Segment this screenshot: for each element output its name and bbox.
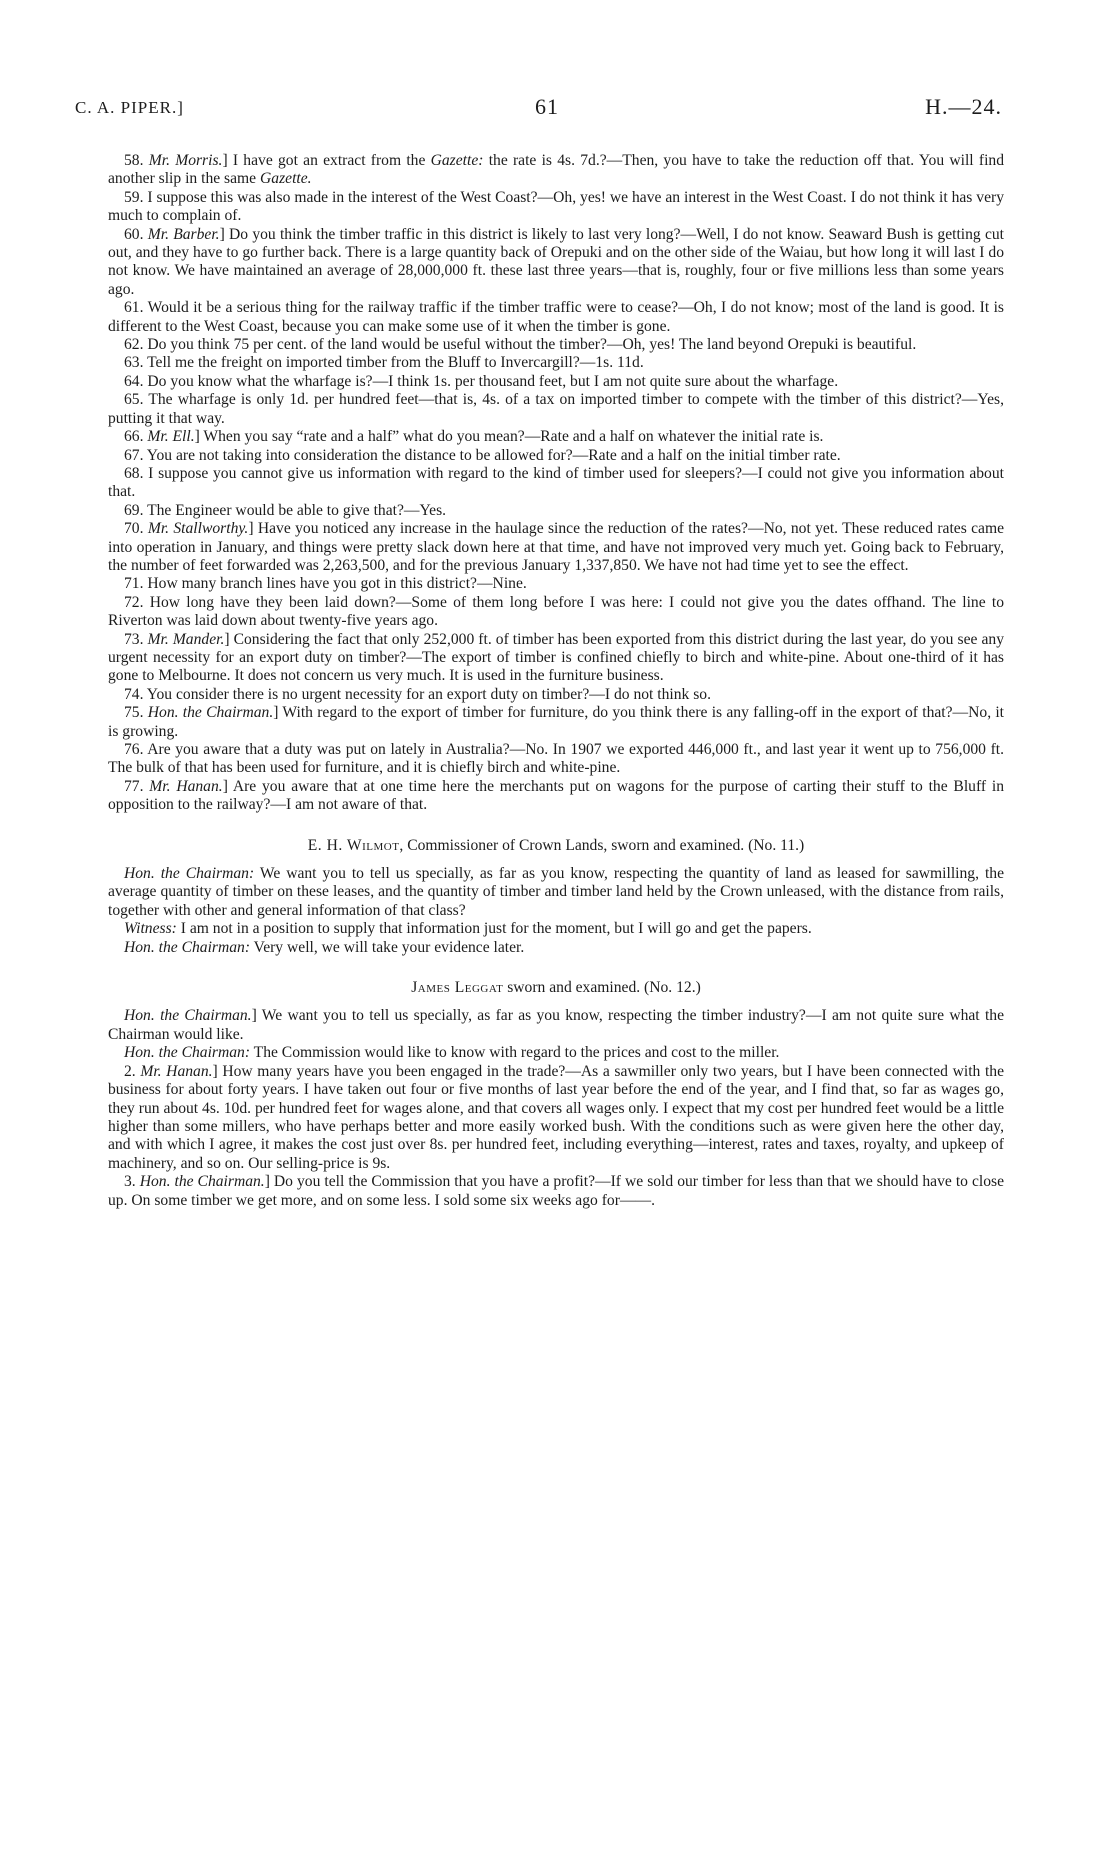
leggat-question-2: 2. Mr. Hanan.] How many years have you been engaged in the trade?—As a sawmiller only two years, but I have been connected with the business for about forty years. I have taken out four or five months of last year before the end of the year, and I find that, so far as wages go, they run about 4s. 10d. per hundred feet for wages alone, and that covers all wages only. I expect that my cost per hundred feet would be a little higher than some millers, who have perhaps better and more easily worked bush. With the conditions such as were given here the other day, and with which I agree, it makes the cost just over 8s. per hundred feet, including everything—interest, rates and taxes, royalty, and upkeep of machinery, and so on. Our selling-price is 9s.	[108, 1062, 1004, 1172]
question-67: 67. You are not taking into consideration the distance to be allowed for?—Rate and a half on the initial timber rate.	[124, 446, 841, 464]
document-body	[108, 152, 1004, 1210]
section-heading-wilmot: E. H. Wilmot, Commissioner of Crown Lands, sworn and examined. (No. 11.)	[307, 836, 805, 854]
question-76: 76. Are you aware that a duty was put on lately in Australia?—No. In 1907 we exported 446,000 ft., and last year it went up to 756,000 ft. The bulk of that has been used for furniture, and it is chiefly birch and white-pine.	[108, 741, 1004, 777]
leggat-chairman-statement: Hon. the Chairman: The Commission would like to know with regard to the prices and cost to the miller.	[124, 1044, 780, 1062]
wilmot-witness-answer: Witness: I am not in a position to supply that information just for the moment, but I will go and get the papers.	[124, 920, 812, 938]
header-witness-name: C. A. PIPER.]	[75, 98, 184, 117]
question-77: 77. Mr. Hanan.] Are you aware that at one time here the merchants put on wagons for the purpose of carting their stuff to the Bluff in opposition to the railway?—I am not aware of that.	[108, 777, 1004, 814]
question-59: 59. I suppose this was also made in the interest of the West Coast?—Oh, yes! we have an interest in the West Coast. I do not think it has very much to complain of.	[108, 188, 1004, 225]
document-code: H.—24.	[925, 94, 1002, 119]
question-71: 71. How many branch lines have you got in this district?—Nine.	[124, 575, 527, 593]
question-66: 66. Mr. Ell.] When you say “rate and a half” what do you mean?—Rate and a half on whatever the initial rate is.	[124, 428, 824, 446]
question-70: 70. Mr. Stallworthy.] Have you noticed any increase in the haulage since the reduction of the rates?—No, not yet. These reduced rates came into operation in January, and things were pretty slack down here at that time, and have not improved very much yet. Going back to February, the number of feet forwarded was 2,263,500, and for the previous January 1,337,850. We have not had time yet to see the effect.	[108, 520, 1005, 574]
question-69: 69. The Engineer would be able to give that?—Yes.	[124, 501, 447, 519]
question-73: 73. Mr. Mander.] Considering the fact that only 252,000 ft. of timber has been exported from this district during the last year, do you see any urgent necessity for an export duty on timber?—The export of timber is confined chiefly to birch and white-pine. About one-third of it has gone to Melbourne. It does not concern us very much. It is used in the furniture business.	[108, 630, 1004, 685]
wilmot-chairman-reply: Hon. the Chairman: Very well, we will take your evidence later.	[124, 938, 525, 956]
question-64: 64. Do you know what the wharfage is?—I think 1s. per thousand feet, but I am not quite sure about the wharfage.	[124, 372, 839, 390]
question-75: 75. Hon. the Chairman.] With regard to the export of timber for furniture, do you think there is any falling-off in the export of that?—No, it is growing.	[108, 704, 1005, 740]
question-68: 68. I suppose you cannot give us information with regard to the kind of timber used for sleepers?—I could not give you information about that.	[108, 464, 1004, 501]
question-61: 61. Would it be a serious thing for the railway traffic if the timber traffic were to cease?—Oh, I do not know; most of the land is good. It is different to the West Coast, because you can make some use of it when the timber is gone.	[108, 299, 1004, 335]
question-58: 58. Mr. Morris.] I have got an extract from the Gazette: the rate is 4s. 7d.?—Then, you have to take the reduction off that. You will find another slip in the same Gazette.	[108, 152, 1004, 188]
leggat-question-3: 3. Hon. the Chairman.] Do you tell the Commission that you have a profit?—If we sold our timber for less than that we should have to close up. On some timber we get more, and on some less. I sold some six weeks ago for——.	[108, 1173, 1005, 1209]
question-60: 60. Mr. Barber.] Do you think the timber traffic in this district is likely to last very long?—Well, I do not know. Seaward Bush is getting cut out, and they have to go further back. There is a large quantity back of Orepuki and on the other side of the Waiau, but how long it will last I do not know. We have maintained an average of 28,000,000 ft. these last three years—that is, roughly, four or five millions less than some years ago.	[108, 225, 1005, 298]
question-65: 65. The wharfage is only 1d. per hundred feet—that is, 4s. of a tax on imported timber to compete with the timber of this district?—Yes, putting it that way.	[108, 391, 1004, 427]
page-number: 61	[535, 94, 559, 119]
section-heading-leggat: James Leggat sworn and examined. (No. 12.)	[411, 979, 701, 997]
question-62: 62. Do you think 75 per cent. of the land would be useful without the timber?—Oh, yes! The land beyond Orepuki is beautiful.	[124, 336, 917, 354]
question-74: 74. You consider there is no urgent necessity for an export duty on timber?—I do not think so.	[124, 685, 711, 703]
wilmot-chairman-question: Hon. the Chairman: We want you to tell us specially, as far as you know, respecting the quantity of land as leased for sawmilling, the average quantity of timber on these leases, and the quantity of timber and timber land held by the Crown unleased, with the distance from rails, together with other and general information of that class?	[108, 865, 1004, 919]
leggat-question-1: Hon. the Chairman.] We want you to tell us specially, as far as you know, respecting the timber industry?—I am not quite sure what the Chairman would like.	[108, 1007, 1004, 1043]
question-63: 63. Tell me the freight on imported timber from the Bluff to Invercargill?—1s. 11d.	[124, 354, 644, 372]
question-72: 72. How long have they been laid down?—Some of them long before I was here: I could not give you the dates offhand. The line to Riverton was laid down about twenty-five years ago.	[108, 593, 1004, 630]
